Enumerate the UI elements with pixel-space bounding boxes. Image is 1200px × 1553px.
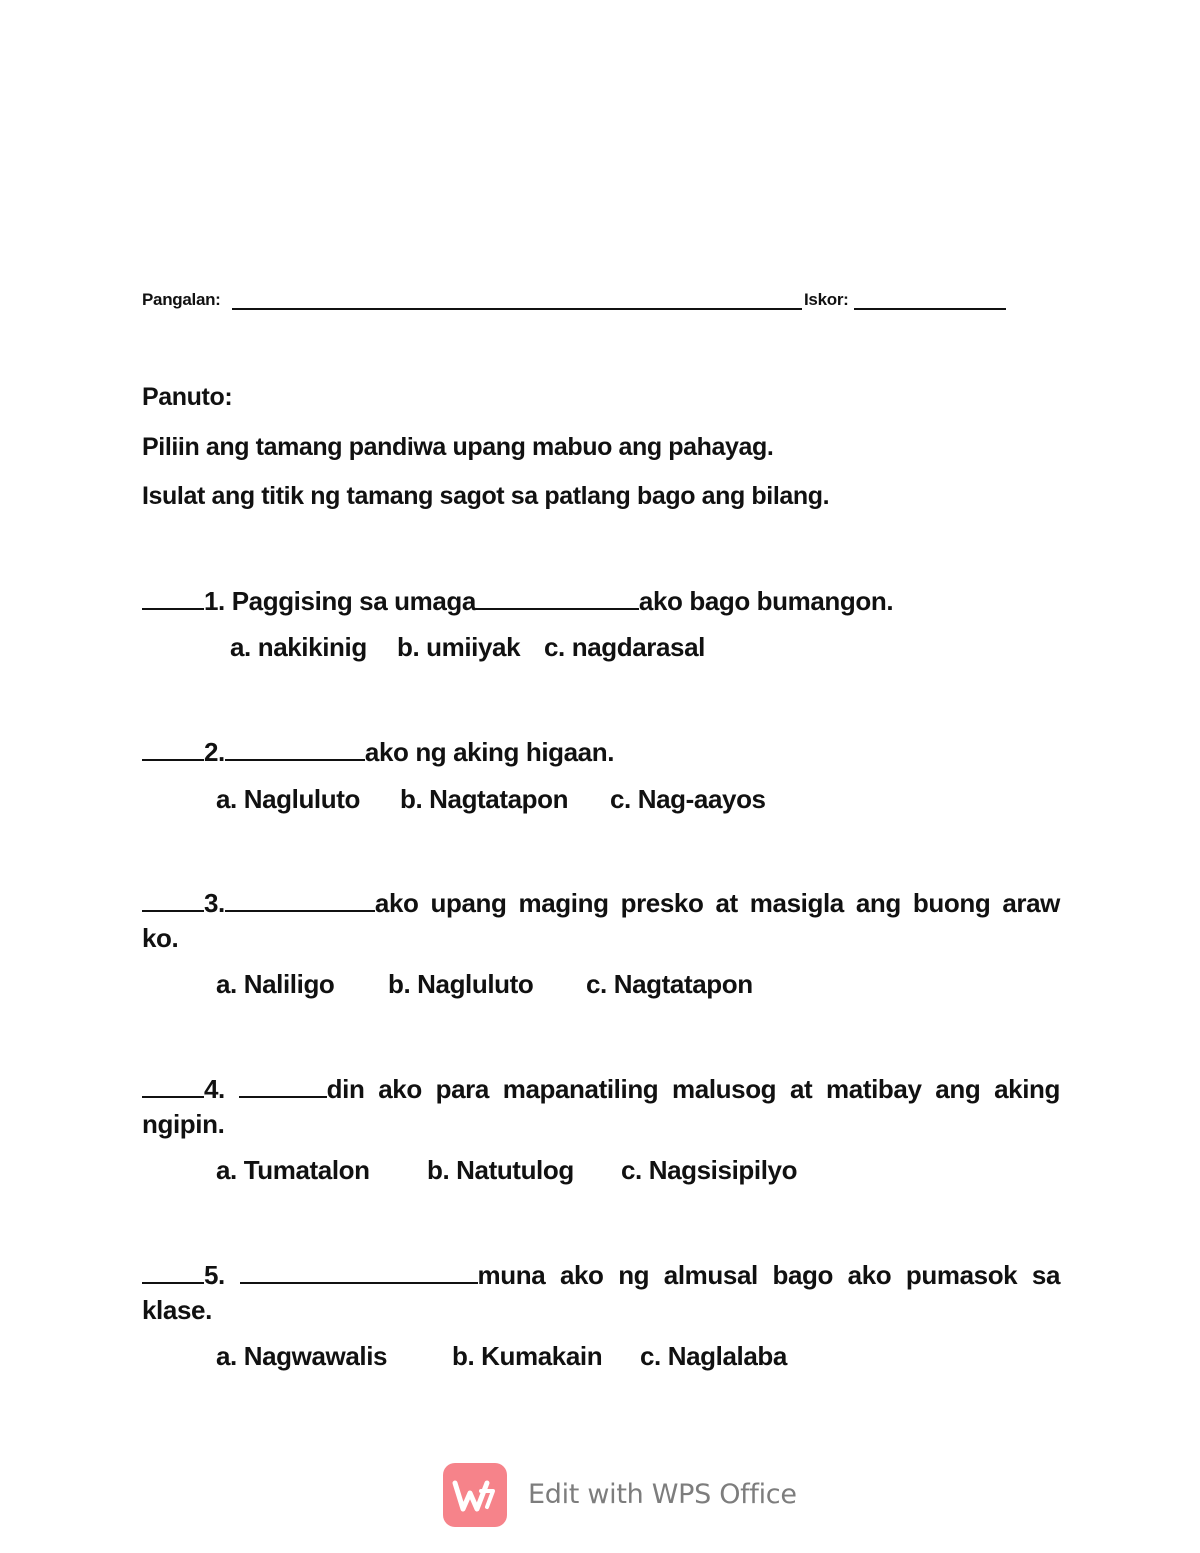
name-label: Pangalan: [142,290,221,309]
choice-3c[interactable]: c. Nagtatapon [586,969,753,999]
question-1-text-before: Paggising sa umaga [224,586,476,616]
question-5-text-before [225,1260,240,1290]
instructions-title: Panuto: [142,383,233,411]
answer-blank-4[interactable] [142,1070,204,1098]
question-4-number: 4. [204,1074,225,1104]
choice-5b[interactable]: b. Kumakain [452,1341,603,1371]
question-1-choices [230,632,830,666]
answer-blank-3[interactable] [142,884,204,912]
choice-2a[interactable]: a. Nagluluto [216,784,360,814]
choice-3b[interactable]: b. Nagluluto [388,969,534,999]
choice-4c[interactable]: c. Nagsisipilyo [621,1155,798,1185]
choice-4a[interactable]: a. Tumatalon [216,1155,370,1185]
name-field-line[interactable] [232,308,802,310]
question-2-choices [216,784,856,818]
question-1-text-after: ako bago bumangon. [638,586,894,616]
answer-blank-2[interactable] [142,733,204,761]
question-4-choices [216,1155,856,1189]
question-4-text-before [225,1074,239,1104]
question-4 [142,1070,1060,1142]
choice-1b[interactable]: b. umiiyak [397,632,521,662]
answer-blank-1[interactable] [142,582,204,610]
choice-3a[interactable]: a. Naliligo [216,969,335,999]
fill-blank-3[interactable] [225,884,375,912]
choice-1c[interactable]: c. nagdarasal [544,632,705,662]
choice-2b[interactable]: b. Nagtatapon [400,784,569,814]
question-2-text-after: ako ng aking higaan. [364,737,615,767]
score-field-line[interactable] [854,308,1006,310]
question-3 [142,884,1060,956]
wps-logo-icon [443,1463,507,1527]
header-row [142,288,1012,312]
fill-blank-4[interactable] [239,1070,327,1098]
question-3-number: 3. [204,888,225,918]
question-5 [142,1256,1060,1328]
question-3-choices [216,969,856,1003]
wps-logo-glyph [443,1463,507,1527]
instructions-line-2: Isulat ang titik ng tamang sagot sa patlang bago ang bilang. [142,482,830,510]
choice-5a[interactable]: a. Nagwawalis [216,1341,388,1371]
question-1-number: 1. [204,586,225,616]
score-label: Iskor: [804,290,849,309]
question-2 [142,733,1060,770]
choice-4b[interactable]: b. Natutulog [427,1155,574,1185]
choice-1a[interactable]: a. nakikinig [230,632,367,662]
question-5-text-after: muna ako ng almusal bago ako pumasok sa klase. [142,1260,1061,1325]
question-3-text-after: ako upang maging presko at masigla ang buong araw ko. [142,888,1060,953]
question-1 [142,582,1060,619]
question-5-number: 5. [204,1260,225,1290]
choice-5c[interactable]: c. Naglalaba [640,1341,787,1371]
fill-blank-5[interactable] [240,1256,478,1284]
wps-edit-text[interactable]: Edit with WPS Office [528,1479,797,1510]
choice-2c[interactable]: c. Nag-aayos [610,784,766,814]
question-2-number: 2. [204,737,225,767]
question-5-choices [216,1341,856,1375]
question-4-text-after: din ako para mapanatiling malusog at matibay ang aking ngipin. [142,1074,1060,1139]
fill-blank-1[interactable] [476,582,639,610]
answer-blank-5[interactable] [142,1256,204,1284]
fill-blank-2[interactable] [225,733,365,761]
wps-edit-banner[interactable] [443,1463,803,1529]
instructions-line-1: Piliin ang tamang pandiwa upang mabuo ang pahayag. [142,433,774,461]
